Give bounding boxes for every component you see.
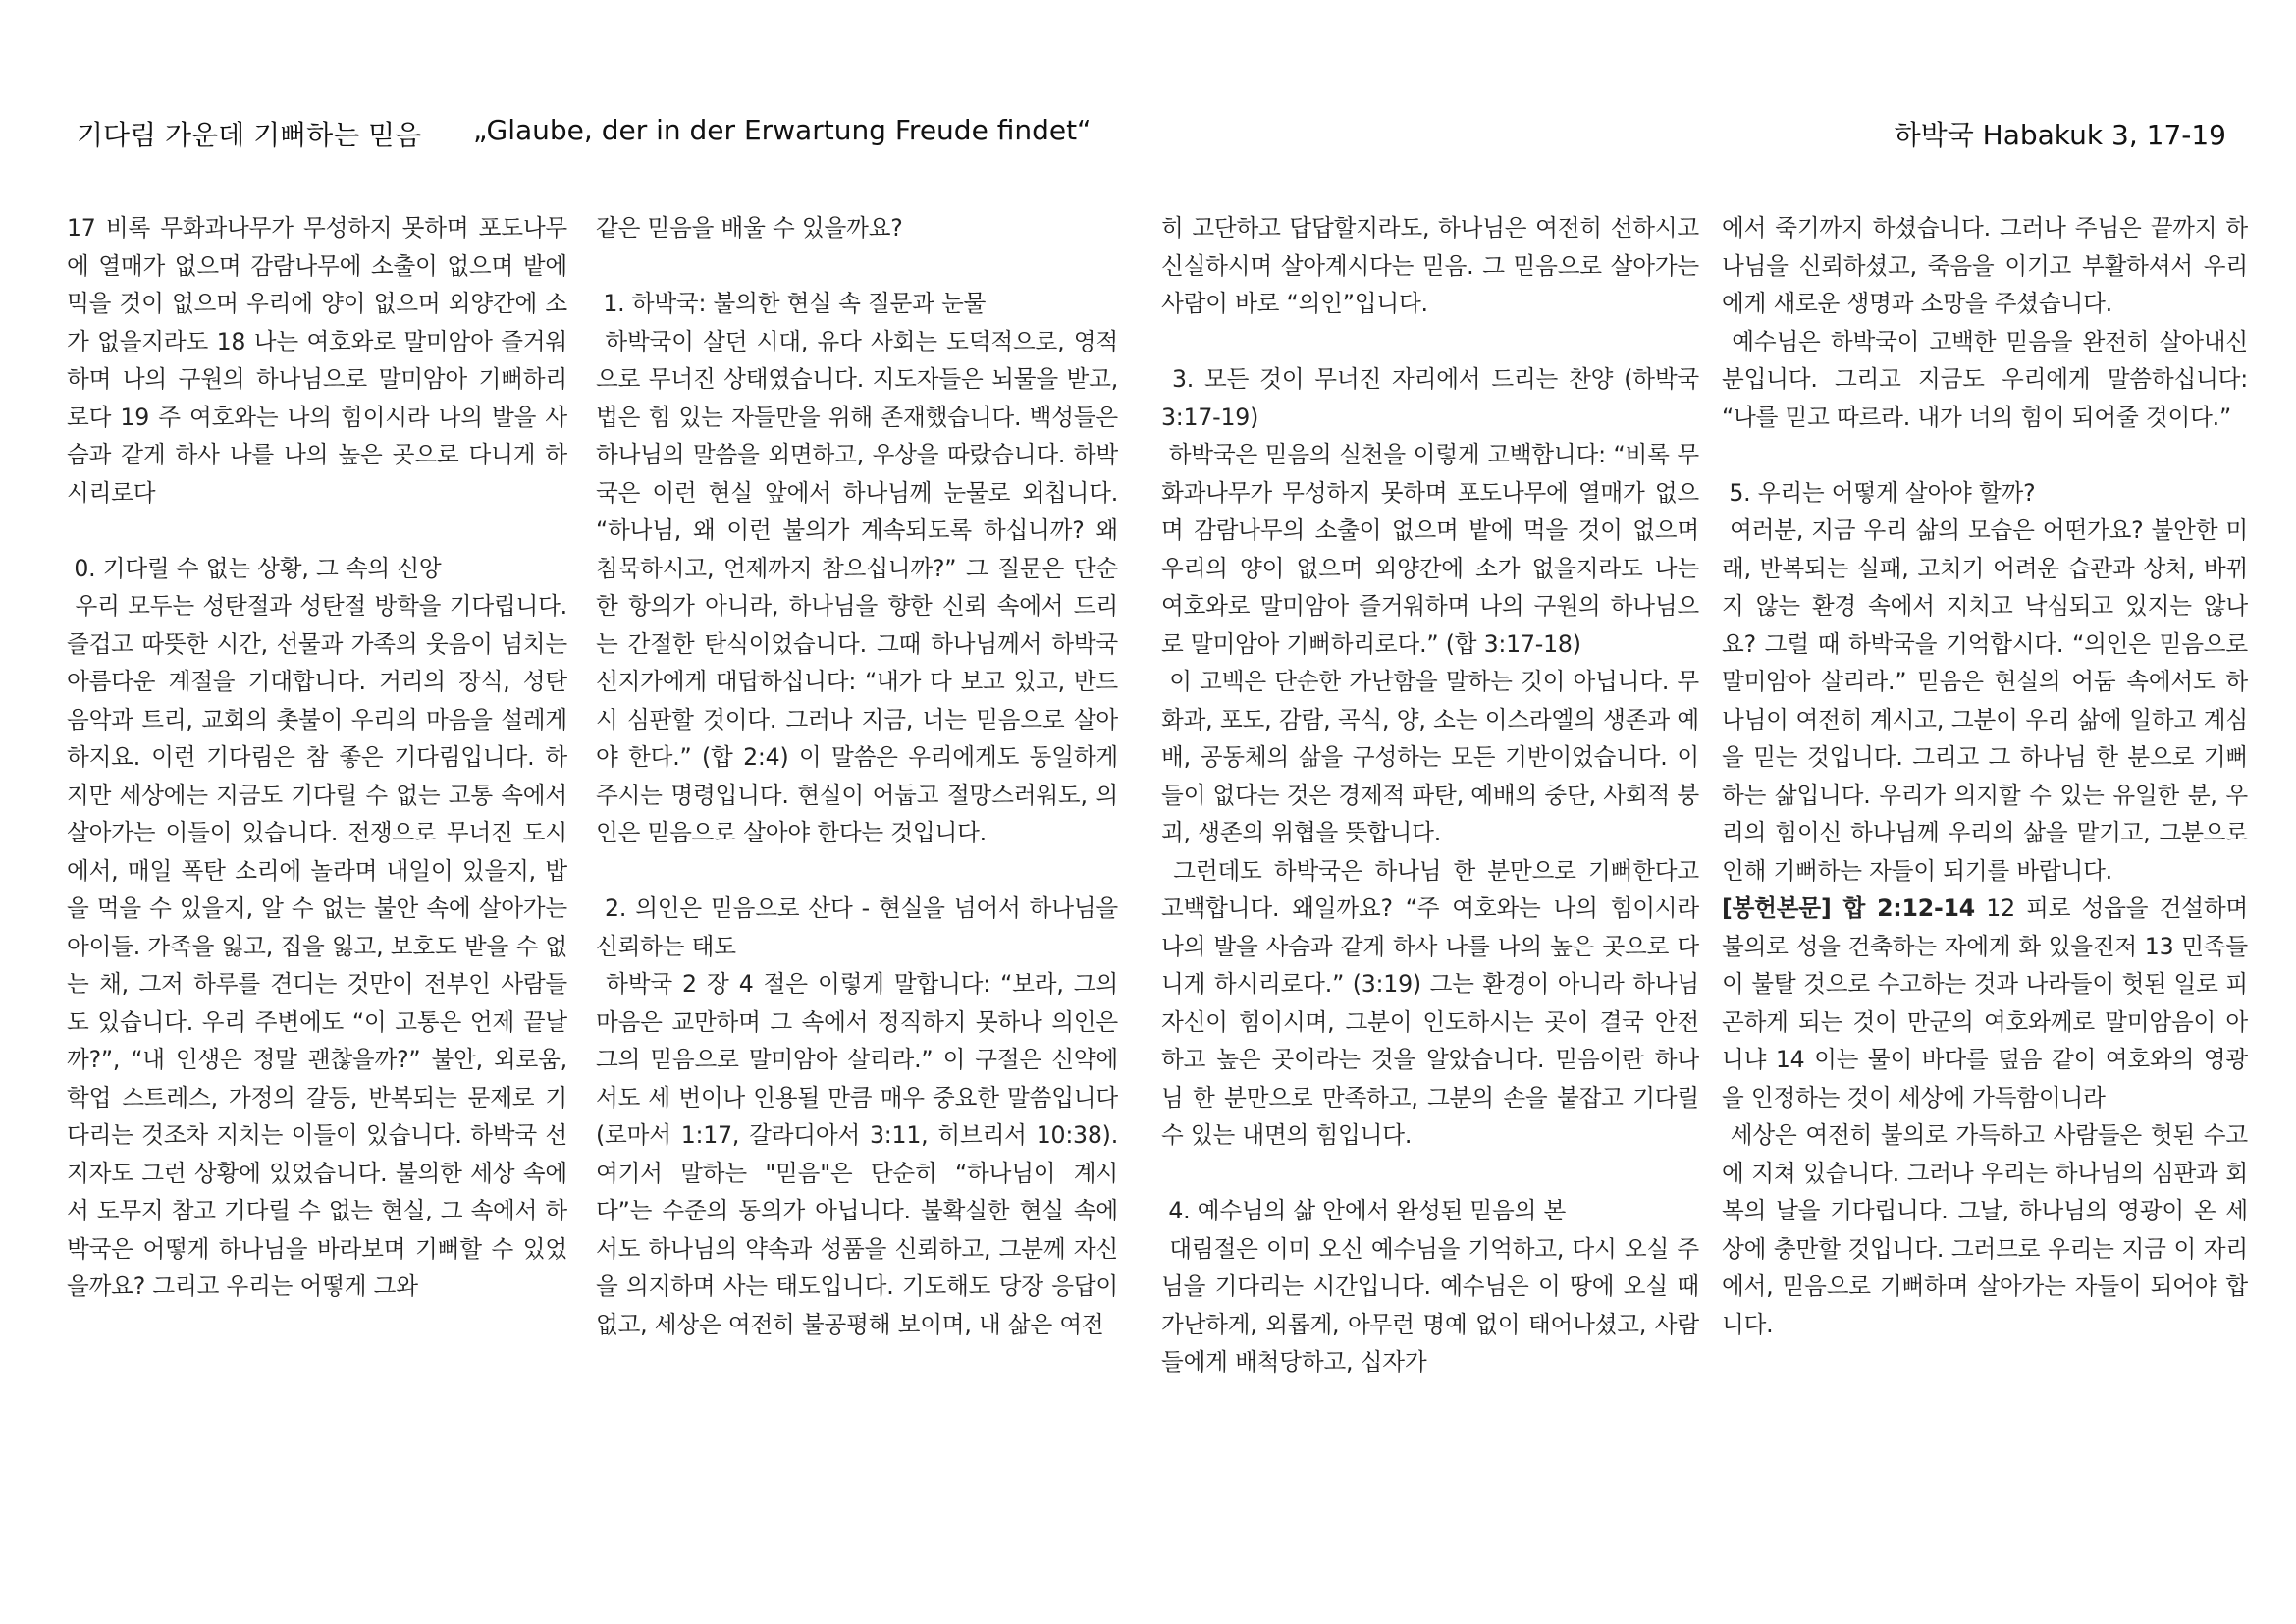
offering-passage (1722, 890, 2256, 1116)
paragraph: 에서 죽기까지 하셨습니다. 그러나 주님은 끝까지 하나님을 신뢰하셨고, 죽음을 이기고 부활하셔서 우리에게 새로운 생명과 소망을 주셨습니다. (1722, 214, 2248, 317)
paragraph: 하박국 2 장 4 절은 이렇게 말합니다: “보라, 그의 마음은 교만하며 그 속에서 정직하지 못하나 의인은 그의 믿음으로 말미암아 살리라.” 이 구절은 신약에서도 세 번이나 인용될 만큼 매우 중요한 말씀입니다(로마서 1:17, 갈라디아서 3:11, 히브리서 10:38). 여기서 말하는 "믿음"은 단순히 “하나님이 계시다”는 수준의 동의가 아닙니다. 불확실한 현실 속에서도 하나님의 약속과 성품을 신뢰하고, 그분께 자신을 의지하며 사는 태도입니다. 기도해도 당장 응답이 없고, 세상은 여전히 불공평해 보이며, 내 삶은 여전 (596, 970, 1126, 1338)
paragraph: 17 비록 무화과나무가 무성하지 못하며 포도나무에 열매가 없으며 감람나무에 소출이 없으며 밭에 먹을 것이 없으며 우리에 양이 없으며 외양간에 소가 없을지라도 18 나는 여호와로 말미암아 즐거워하며 나의 구원의 하나님으로 말미암아 기뻐하리로다 19 주 여호와는 나의 힘이시라 나의 발을 사슴과 같게 하사 나를 나의 높은 곳으로 다니게 하시리로다 (67, 214, 575, 507)
paragraph: 히 고단하고 답답할지라도, 하나님은 여전히 선하시고 신실하시며 살아계시다는 믿음. 그 믿음으로 살아가는 사람이 바로 “의인”입니다. (1161, 214, 1707, 317)
paragraph: 예수님은 하박국이 고백한 믿음을 완전히 살아내신 분입니다. 그리고 지금도 우리에게 말씀하십니다: “나를 믿고 따르라. 내가 너의 힘이 되어줄 것이다.” (1722, 327, 2256, 431)
text-column-2 (596, 209, 1126, 1343)
title-korean: 기다림 가운데 기뻐하는 믿음 (77, 119, 422, 151)
paragraph-gap (1161, 1155, 1699, 1193)
paragraph: 같은 믿음을 배울 수 있을까요? (596, 214, 903, 242)
paragraph: 그런데도 하박국은 하나님 한 분만으로 기뻐한다고 고백합니다. 왜일까요? “주 여호와는 나의 힘이시라 나의 발을 사슴과 같게 하사 나를 나의 높은 곳으로 다니게 하시리로다.” (3:19) 그는 환경이 아니라 하나님 자신이 힘이시며, 그분이 인도하시는 곳이 결국 안전하고 높은 곳이라는 것을 알았습니다. 믿음이란 하나님 한 분만으로 만족하고, 그분의 손을 붙잡고 기다릴 수 있는 내면의 힘입니다. (1161, 856, 1707, 1149)
offering-text: 12 피로 성읍을 건설하며 불의로 성을 건축하는 자에게 화 있을진저 13 민족들이 불탈 것으로 수고하는 것과 나라들이 헛된 일로 피곤하게 되는 것이 만군의 여호와께로 말미암음이 아니냐 14 이는 물이 바다를 덮음 같이 여호와의 영광을 인정하는 것이 세상에 가득함이니라 (1722, 894, 2256, 1111)
section-heading: 0. 기다릴 수 없는 상황, 그 속의 신앙 (67, 554, 442, 582)
offering-label: [봉헌본문] 합 2:12-14 (1722, 894, 1975, 922)
paragraph-gap (1161, 323, 1699, 361)
text-column-1 (67, 209, 575, 1306)
text-column-3 (1161, 209, 1707, 1381)
scripture-reference: 하박국 Habakuk 3, 17-19 (1894, 119, 2226, 151)
section-heading: 1. 하박국: 불의한 현실 속 질문과 눈물 (596, 290, 987, 317)
paragraph-gap (596, 852, 1118, 891)
paragraph-gap (67, 512, 567, 550)
title-german: „Glaube, der in der Erwartung Freude findet“ (473, 114, 1092, 146)
page-header (77, 110, 2226, 153)
text-column-4 (1722, 209, 2256, 1343)
paragraph-gap (596, 247, 1118, 286)
closing-paragraph: 세상은 여전히 불의로 가득하고 사람들은 헛된 수고에 지쳐 있습니다. 그러나 우리는 하나님의 심판과 회복의 날을 기다립니다. 그날, 하나님의 영광이 온 세상에 충만할 것입니다. 그러므로 우리는 지금 이 자리에서, 믿음으로 기뻐하며 살아가는 자들이 되어야 합니다. (1722, 1121, 2248, 1338)
section-heading: 5. 우리는 어떻게 살아야 할까? (1722, 478, 2036, 507)
section-heading: 2. 의인은 믿음으로 산다 - 현실을 넘어서 하나님을 신뢰하는 태도 (596, 894, 1126, 960)
paragraph: 하박국은 믿음의 실천을 이렇게 고백합니다: “비록 무화과나무가 무성하지 못하며 포도나무에 열매가 없으며 감람나무의 소출이 없으며 밭에 먹을 것이 없으며 우리의 양이 없으며 외양간에 소가 없을지라도 나는 여호와로 말미암아 즐거워하며 나의 구원의 하나님으로 말미암아 기뻐하리로다.” (합 3:17-18) (1161, 441, 1707, 658)
section-heading: 3. 모든 것이 무너진 자리에서 드리는 찬양 (하박국 3:17-19) (1161, 365, 1707, 431)
paragraph: 여러분, 지금 우리 삶의 모습은 어떤가요? 불안한 미래, 반복되는 실패, 고치기 어려운 습관과 상처, 바뀌지 않는 환경 속에서 지치고 낙심되고 있지는 않나요? 그럴 때 하박국을 기억합시다. “의인은 믿음으로 말미암아 살리라.” 믿음은 현실의 어둠 속에서도 하나님이 여전히 계시고, 그분이 우리 삶에 일하고 계심을 믿는 것입니다. 그리고 그 하나님 한 분으로 기뻐하는 삶입니다. 우리가 의지할 수 있는 유일한 분, 우리의 힘이신 하나님께 우리의 삶을 맡기고, 그분으로 인해 기뻐하는 자들이 되기를 바랍니다. (1722, 516, 2256, 885)
paragraph: 이 고백은 단순한 가난함을 말하는 것이 아닙니다. 무화과, 포도, 감람, 곡식, 양, 소는 이스라엘의 생존과 예배, 공동체의 삶을 구성하는 모든 기반이었습니다. 이들이 없다는 것은 경제적 파탄, 예배의 중단, 사회적 붕괴, 생존의 위협을 뜻합니다. (1161, 668, 1699, 846)
paragraph: 대림절은 이미 오신 예수님을 기억하고, 다시 오실 주님을 기다리는 시간입니다. 예수님은 이 땅에 오실 때 가난하게, 외롭게, 아무런 명예 없이 태어나셨고, 사람들에게 배척당하고, 십자가 (1161, 1234, 1707, 1376)
paragraph: 우리 모두는 성탄절과 성탄절 방학을 기다립니다. 즐겁고 따뜻한 시간, 선물과 가족의 웃음이 넘치는 아름다운 계절을 기대합니다. 거리의 장식, 성탄 음악과 트리, 교회의 촛불이 우리의 마음을 설레게 하지요. 이런 기다림은 참 좋은 기다림입니다. 하지만 세상에는 지금도 기다릴 수 없는 고통 속에서 살아가는 이들이 있습니다. 전쟁으로 무너진 도시에서, 매일 폭탄 소리에 놀라며 내일이 있을지, 밥을 먹을 수 있을지, 알 수 없는 불안 속에 살아가는 아이들. 가족을 잃고, 집을 잃고, 보호도 받을 수 없는 채, 그저 하루를 견디는 것만이 전부인 사람들도 있습니다. 우리 주변에도 “이 고통은 언제 끝날까?”, “내 인생은 정말 괜찮을까?” 불안, 외로움, 학업 스트레스, 가정의 갈등, 반복되는 문제로 기다리는 것조차 지치는 이들이 있습니다. 하박국 선지자도 그런 상황에 있었습니다. 불의한 세상 속에서 도무지 참고 기다릴 수 없는 현실, 그 속에서 하박국은 어떻게 하나님을 바라보며 기뻐할 수 있었을까요? 그리고 우리는 어떻게 그와 (67, 592, 575, 1300)
paragraph: 하박국이 살던 시대, 유다 사회는 도덕적으로, 영적으로 무너진 상태였습니다. 지도자들은 뇌물을 받고, 법은 힘 있는 자들만을 위해 존재했습니다. 백성들은 하나님의 말씀을 외면하고, 우상을 따랐습니다. 하박국은 이런 현실 앞에서 하나님께 눈물로 외칩니다. “하나님, 왜 이런 불의가 계속되도록 하십니까? 왜 침묵하시고, 언제까지 참으십니까?” 그 질문은 단순한 항의가 아니라, 하나님을 향한 신뢰 속에서 드리는 간절한 탄식이었습니다. 그때 하나님께서 하박국 선지가에게 대답하십니다: “내가 다 보고 있고, 반드시 심판할 것이다. 그러나 지금, 너는 믿음으로 살아야 한다.” (합 2:4) 이 말씀은 우리에게도 동일하게 주시는 명령입니다. 현실이 어둡고 절망스러워도, 의인은 믿음으로 살아야 한다는 것입니다. (596, 327, 1126, 846)
paragraph-gap (1722, 436, 2248, 474)
section-heading: 4. 예수님의 삶 안에서 완성된 믿음의 본 (1161, 1197, 1567, 1224)
